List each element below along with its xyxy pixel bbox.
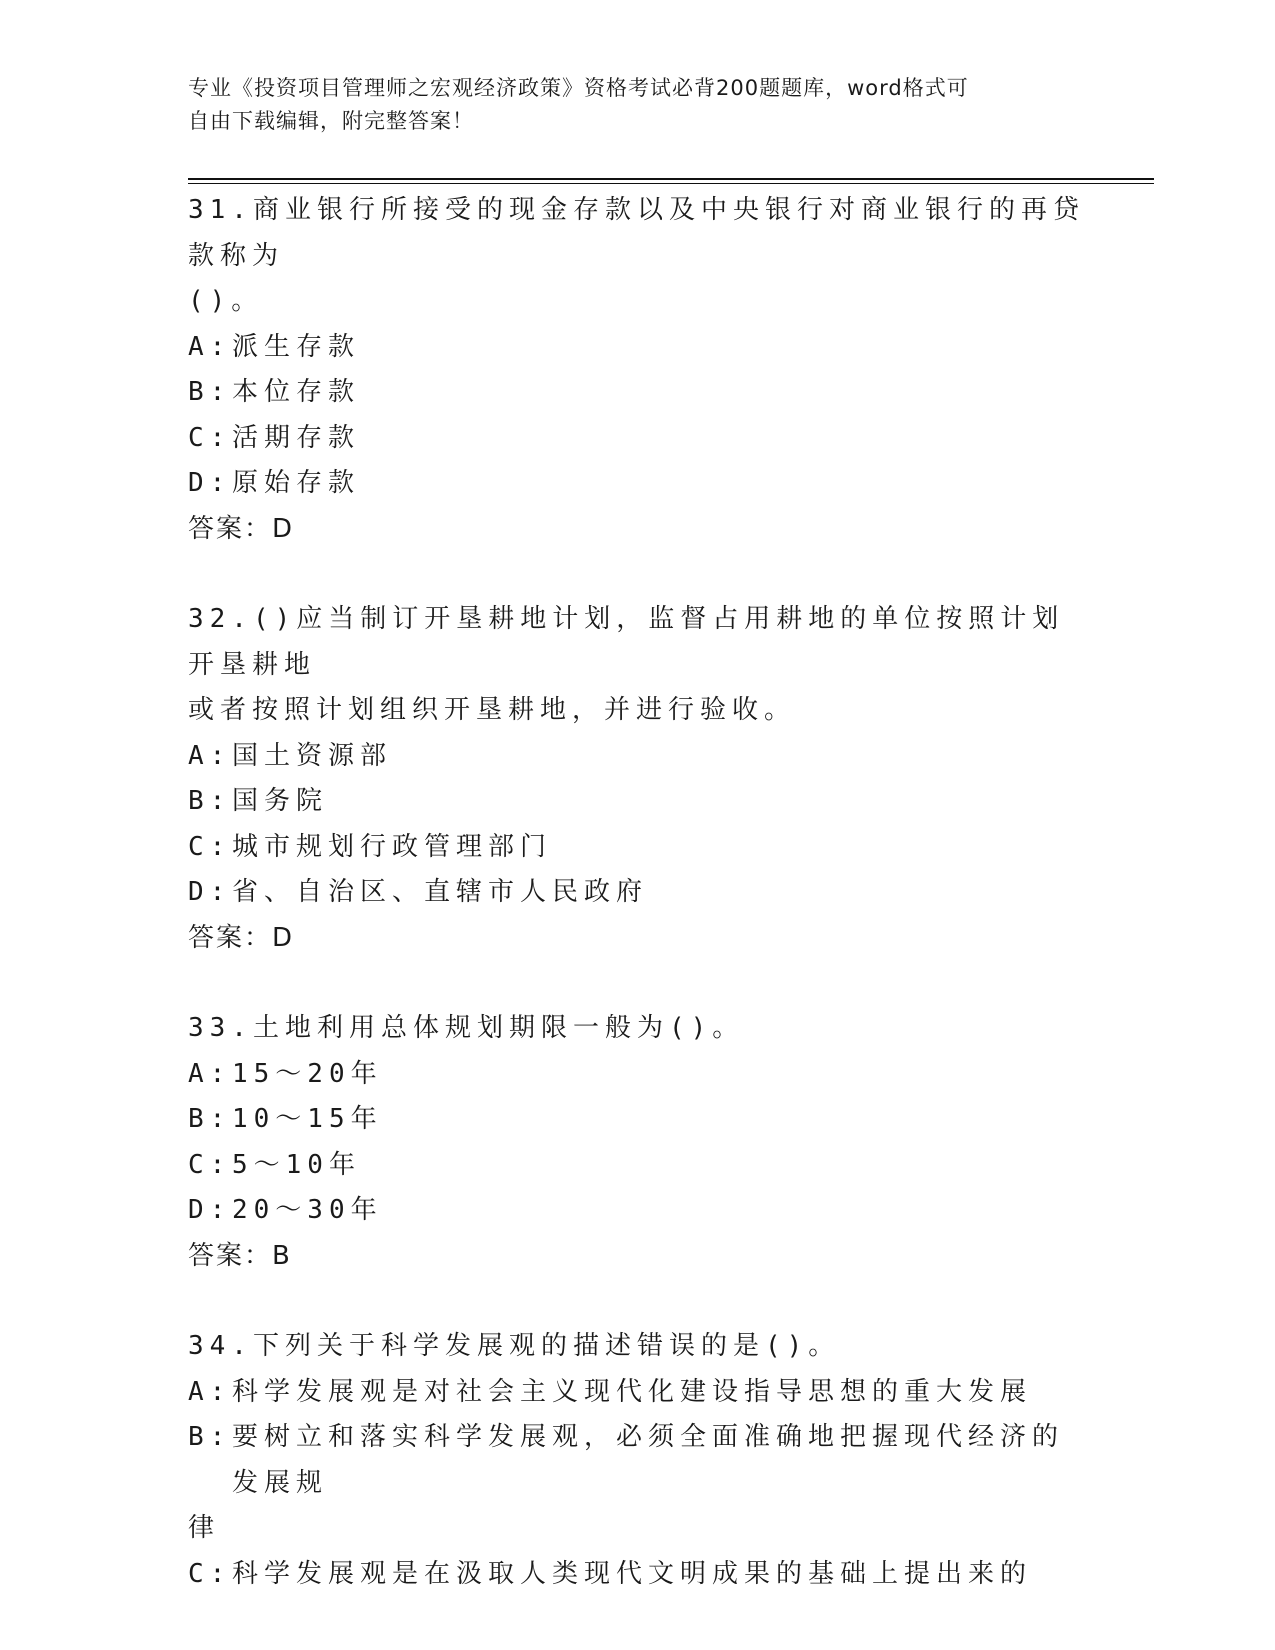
- question-33: [188, 1006, 1088, 1279]
- header-line-1: 专业《投资项目管理师之宏观经济政策》资格考试必背200题题库，word格式可: [188, 76, 969, 100]
- option-label: B:: [188, 1104, 232, 1134]
- option-d: [188, 1188, 1088, 1234]
- question-31: [188, 188, 1088, 552]
- question-34: [188, 1324, 1088, 1597]
- option-label: B:: [188, 1422, 232, 1452]
- option-label: A:: [188, 1058, 232, 1089]
- option-c: [188, 825, 1088, 871]
- option-label: D:: [188, 468, 232, 498]
- option-text: 原始存款: [232, 468, 361, 498]
- answer: 答案：D: [188, 922, 295, 953]
- option-label: B:: [188, 377, 232, 407]
- option-text: 活期存款: [232, 422, 361, 453]
- option-a: [188, 325, 1088, 371]
- option-label: B:: [188, 786, 232, 816]
- option-label: C:: [188, 831, 232, 862]
- question-stem: ()。: [188, 286, 264, 316]
- option-text: 20～30年: [232, 1195, 383, 1225]
- option-text: 派生存款: [232, 331, 361, 362]
- header-divider: [188, 178, 1154, 184]
- option-a: [188, 734, 1088, 780]
- option-b-continuation: 律: [188, 1513, 221, 1543]
- option-text: 15～20年: [232, 1058, 383, 1089]
- option-c: [188, 416, 1088, 462]
- option-c: [188, 1552, 1088, 1598]
- option-text: 本位存款: [232, 377, 361, 407]
- option-text: 5～10年: [232, 1149, 361, 1180]
- question-list: [188, 188, 1088, 1642]
- option-a: [188, 1052, 1088, 1098]
- option-b: [188, 779, 1088, 825]
- option-text: 国务院: [232, 786, 329, 816]
- question-stem: 32.()应当制订开垦耕地计划，监督占用耕地的单位按照计划开垦耕地: [188, 604, 1065, 680]
- option-text: 城市规划行政管理部门: [232, 831, 553, 862]
- option-label: D:: [188, 1195, 232, 1225]
- option-c: [188, 1143, 1088, 1189]
- option-b: [188, 1415, 1088, 1506]
- option-text: 省、自治区、直辖市人民政府: [232, 877, 649, 907]
- option-label: D:: [188, 877, 232, 907]
- question-stem: 或者按照计划组织开垦耕地，并进行验收。: [188, 695, 797, 725]
- option-text: 10～15年: [232, 1104, 383, 1134]
- answer: 答案：B: [188, 1240, 292, 1271]
- option-d: [188, 870, 1088, 916]
- option-d: [188, 461, 1088, 507]
- option-text: 国土资源部: [232, 740, 393, 771]
- question-stem: 33.土地利用总体规划期限一般为()。: [188, 1013, 745, 1043]
- option-label: A:: [188, 1376, 232, 1407]
- option-label: C:: [188, 422, 232, 453]
- option-label: C:: [188, 1558, 232, 1589]
- option-text: 科学发展观是在汲取人类现代文明成果的基础上提出来的: [232, 1558, 1033, 1589]
- option-b: [188, 370, 1088, 416]
- option-text: 科学发展观是对社会主义现代化建设指导思想的重大发展: [232, 1376, 1033, 1407]
- question-stem: 34.下列关于科学发展观的描述错误的是()。: [188, 1331, 841, 1361]
- question-stem: 31.商业银行所接受的现金存款以及中央银行对商业银行的再贷款称为: [188, 195, 1085, 271]
- option-label: C:: [188, 1149, 232, 1180]
- header-line-2: 自由下载编辑，附完整答案！: [188, 109, 474, 133]
- option-label: A:: [188, 740, 232, 771]
- option-text: 要树立和落实科学发展观，必须全面准确地把握现代经济的发展规: [232, 1422, 1065, 1498]
- option-label: A:: [188, 331, 232, 362]
- answer: 答案：D: [188, 513, 295, 544]
- option-a: [188, 1370, 1088, 1416]
- option-b: [188, 1097, 1088, 1143]
- question-32: [188, 597, 1088, 961]
- document-header: [188, 72, 1068, 138]
